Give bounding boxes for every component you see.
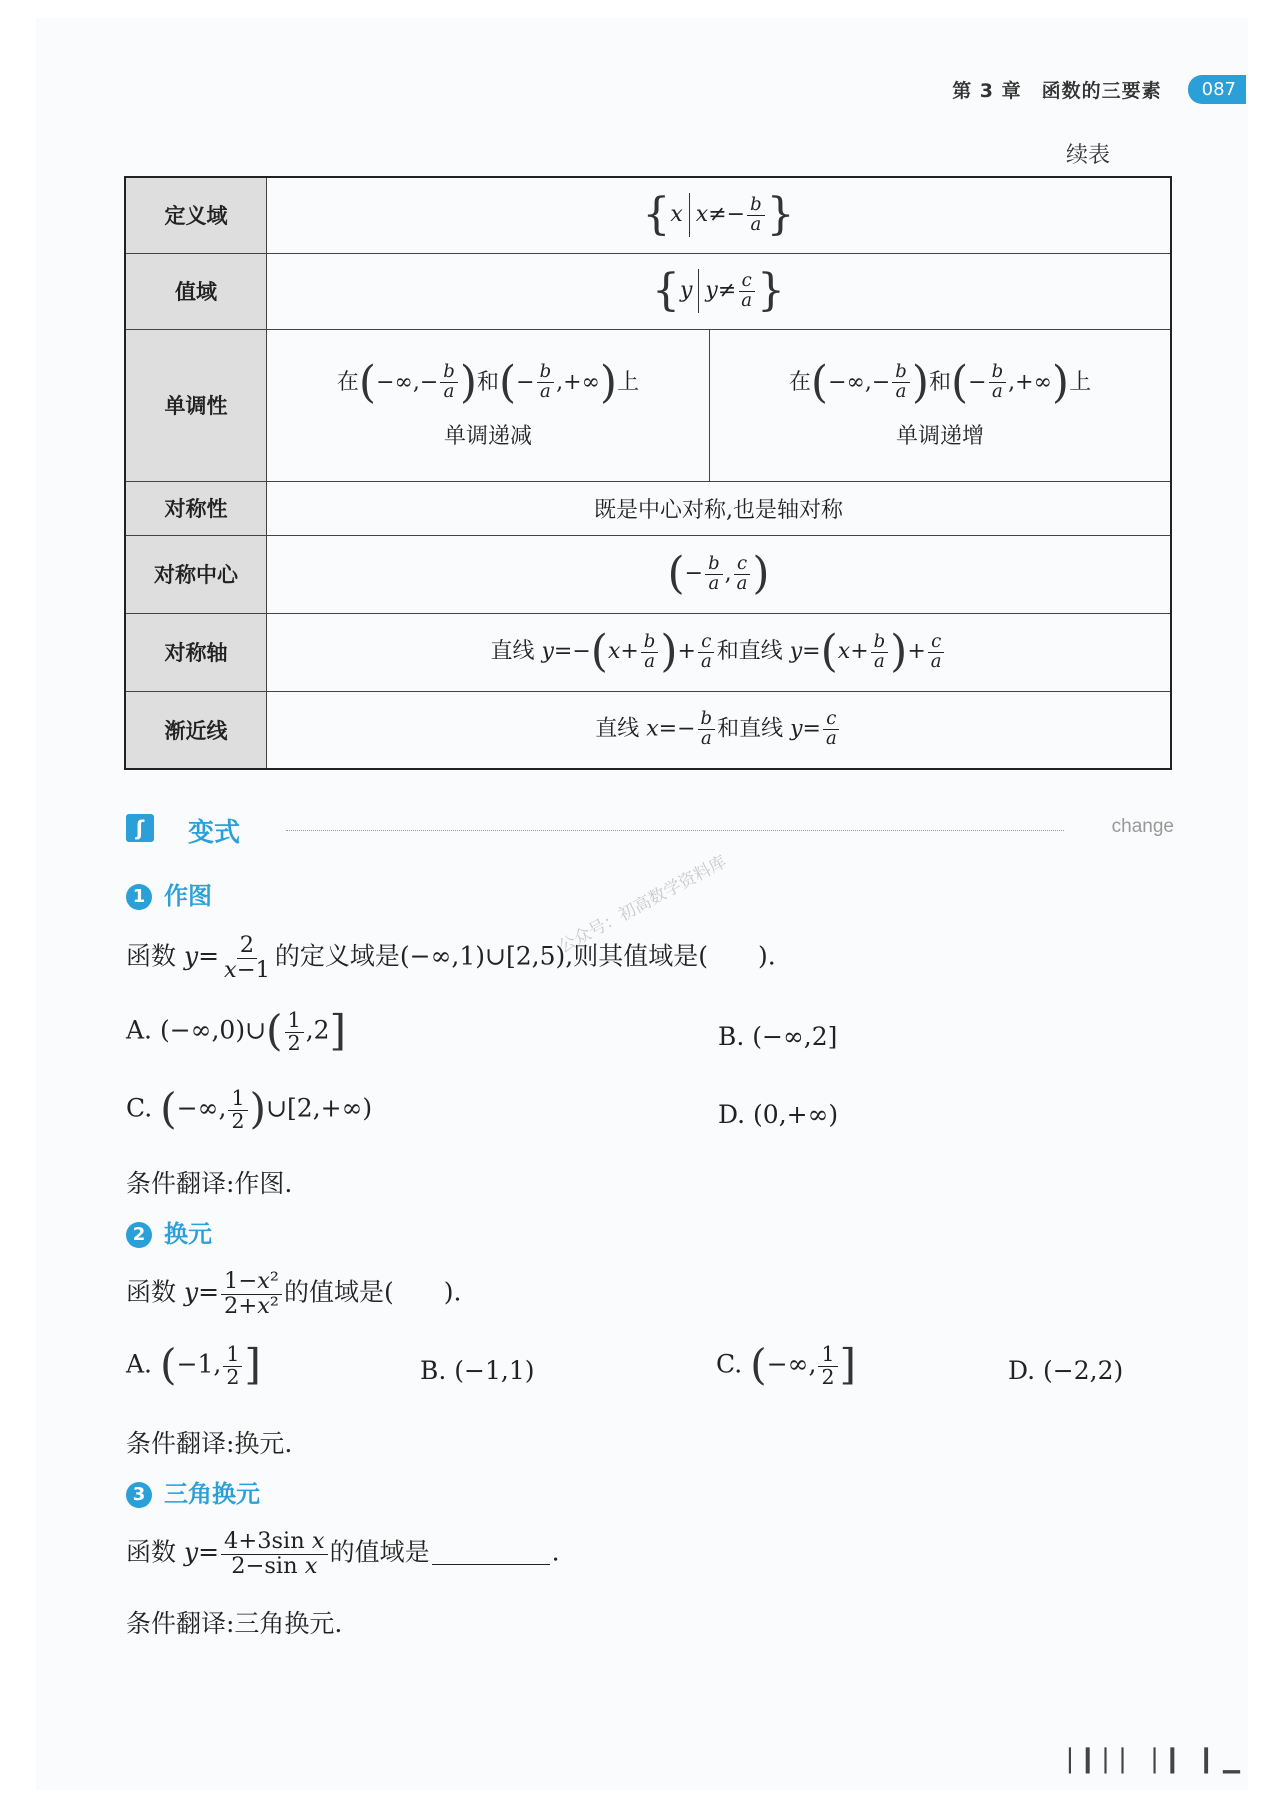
option-c: C. (−∞, $\frac{1}{2}$ )∪[2,+∞) xyxy=(126,1084,373,1134)
symmetry-cell: 既是中心对称,也是轴对称 xyxy=(267,481,1172,535)
problem-heading xyxy=(126,1474,260,1509)
section-title: 变式 xyxy=(188,818,241,848)
range-cell: {y y≠ $\frac{c}{a}$ } xyxy=(267,253,1172,329)
table-row xyxy=(125,535,1171,613)
problem-heading-text: 换元 xyxy=(164,1220,212,1248)
row-label: 单调性 xyxy=(125,329,267,481)
stem-prefix: 函数 xyxy=(126,1537,184,1567)
section-divider xyxy=(286,830,1064,831)
option-label: C. xyxy=(716,1349,743,1379)
stem-prefix: 函数 xyxy=(126,1277,184,1307)
symmetry-center-cell: (− $\frac{b}{a}$ , $\frac{c}{a}$ ) xyxy=(267,535,1172,613)
continued-label: 续表 xyxy=(1066,143,1111,168)
row-label: 对称性 xyxy=(125,481,267,535)
option-a: A. (−1, $\frac{1}{2}$ ] xyxy=(126,1340,262,1390)
option-label: C. xyxy=(126,1093,153,1123)
option-b: B. (−∞,2] xyxy=(718,1022,838,1051)
problem-heading xyxy=(126,1214,212,1249)
section-english: change xyxy=(1111,816,1174,837)
table-row xyxy=(125,177,1171,253)
problem-note: 条件翻译:作图. xyxy=(126,1169,293,1198)
problem-heading xyxy=(126,876,212,911)
table-row xyxy=(125,691,1171,769)
monotonic-right-label: 单调递增 xyxy=(895,423,984,449)
page-number: 087 xyxy=(1188,75,1246,104)
stem-suffix: 的值域是( ). xyxy=(283,1277,462,1307)
table-row xyxy=(125,253,1171,329)
table-row xyxy=(125,613,1171,691)
watermark: 公众号：初高数学资料库 xyxy=(555,851,730,958)
monotonic-left-label: 单调递减 xyxy=(443,423,532,449)
answer-blank[interactable] xyxy=(432,1564,550,1565)
option-d: D. (0,+∞) xyxy=(718,1100,839,1129)
stem-prefix: 函数 xyxy=(126,941,184,971)
domain-cell: {x x≠− $\frac{b}{a}$ } xyxy=(267,177,1172,253)
row-label: 定义域 xyxy=(125,177,267,253)
symmetry-axis-cell: 直线 y=−(x+ $\frac{b}{a}$ )+ $\frac{c}{a}$ 和直线 y=(x+ $\frac{b}{a}$ )+ $\frac{c}{a}$ xyxy=(267,613,1172,691)
option-d: D. (−2,2) xyxy=(1008,1356,1124,1385)
problem-number: 3 xyxy=(126,1482,152,1508)
problem-number: 1 xyxy=(126,884,152,910)
problem-heading-text: 作图 xyxy=(164,882,212,910)
problem-stem: 函数 y= $\frac{2}{x-1}$ 的定义域是(−∞,1)∪[2,5),则其值域是( ). xyxy=(126,932,776,983)
monotonic-left-cell: 在(−∞,− $\frac{b}{a}$ )和(− $\frac{b}{a}$ ,+∞)上 单调递减 xyxy=(267,329,710,481)
chapter-title: 第 3 章 函数的三要素 xyxy=(952,79,1162,102)
problem-note: 条件翻译:三角换元. xyxy=(126,1609,343,1638)
row-label: 值域 xyxy=(125,253,267,329)
section-header xyxy=(126,812,1174,846)
properties-table xyxy=(124,176,1172,770)
option-a: A. (−∞,0)∪( $\frac{1}{2}$ ,2] xyxy=(126,1006,347,1056)
row-label: 对称轴 xyxy=(125,613,267,691)
option-c: C. (−∞, $\frac{1}{2}$ ] xyxy=(716,1340,857,1390)
page-header xyxy=(952,72,1246,106)
table-row xyxy=(125,329,1171,481)
row-label: 对称中心 xyxy=(125,535,267,613)
change-icon: ʃ xyxy=(126,814,154,842)
monotonic-right-cell: 在(−∞,− $\frac{b}{a}$ )和(− $\frac{b}{a}$ ,+∞)上 单调递增 xyxy=(710,329,1172,481)
problem-stem: 函数 y= $\frac{\text{1−x²}}{\text{2+x²}}$ 的值域是( ). xyxy=(126,1268,462,1319)
problem-stem: 函数 y= $\frac{\text{4+3sin x}}{\text{2−sin x}}$ 的值域是 . xyxy=(126,1528,560,1579)
footer-marks: ▕▕▏▏▏▕▕▏▕▏▁ xyxy=(1053,1749,1240,1774)
problem-number: 2 xyxy=(126,1222,152,1248)
table-row xyxy=(125,481,1171,535)
row-label: 渐近线 xyxy=(125,691,267,769)
option-label: A. xyxy=(126,1349,153,1379)
option-b: B. (−1,1) xyxy=(420,1356,535,1385)
option-label: A. xyxy=(126,1015,153,1045)
problem-note: 条件翻译:换元. xyxy=(126,1429,293,1458)
problem-heading-text: 三角换元 xyxy=(164,1480,260,1508)
stem-suffix: 的值域是 xyxy=(329,1537,430,1567)
stem-suffix: 的定义域是(−∞,1)∪[2,5),则其值域是( ). xyxy=(274,941,776,971)
asymptote-cell: 直线 x=− $\frac{b}{a}$ 和直线 y= $\frac{c}{a}$ xyxy=(267,691,1172,769)
